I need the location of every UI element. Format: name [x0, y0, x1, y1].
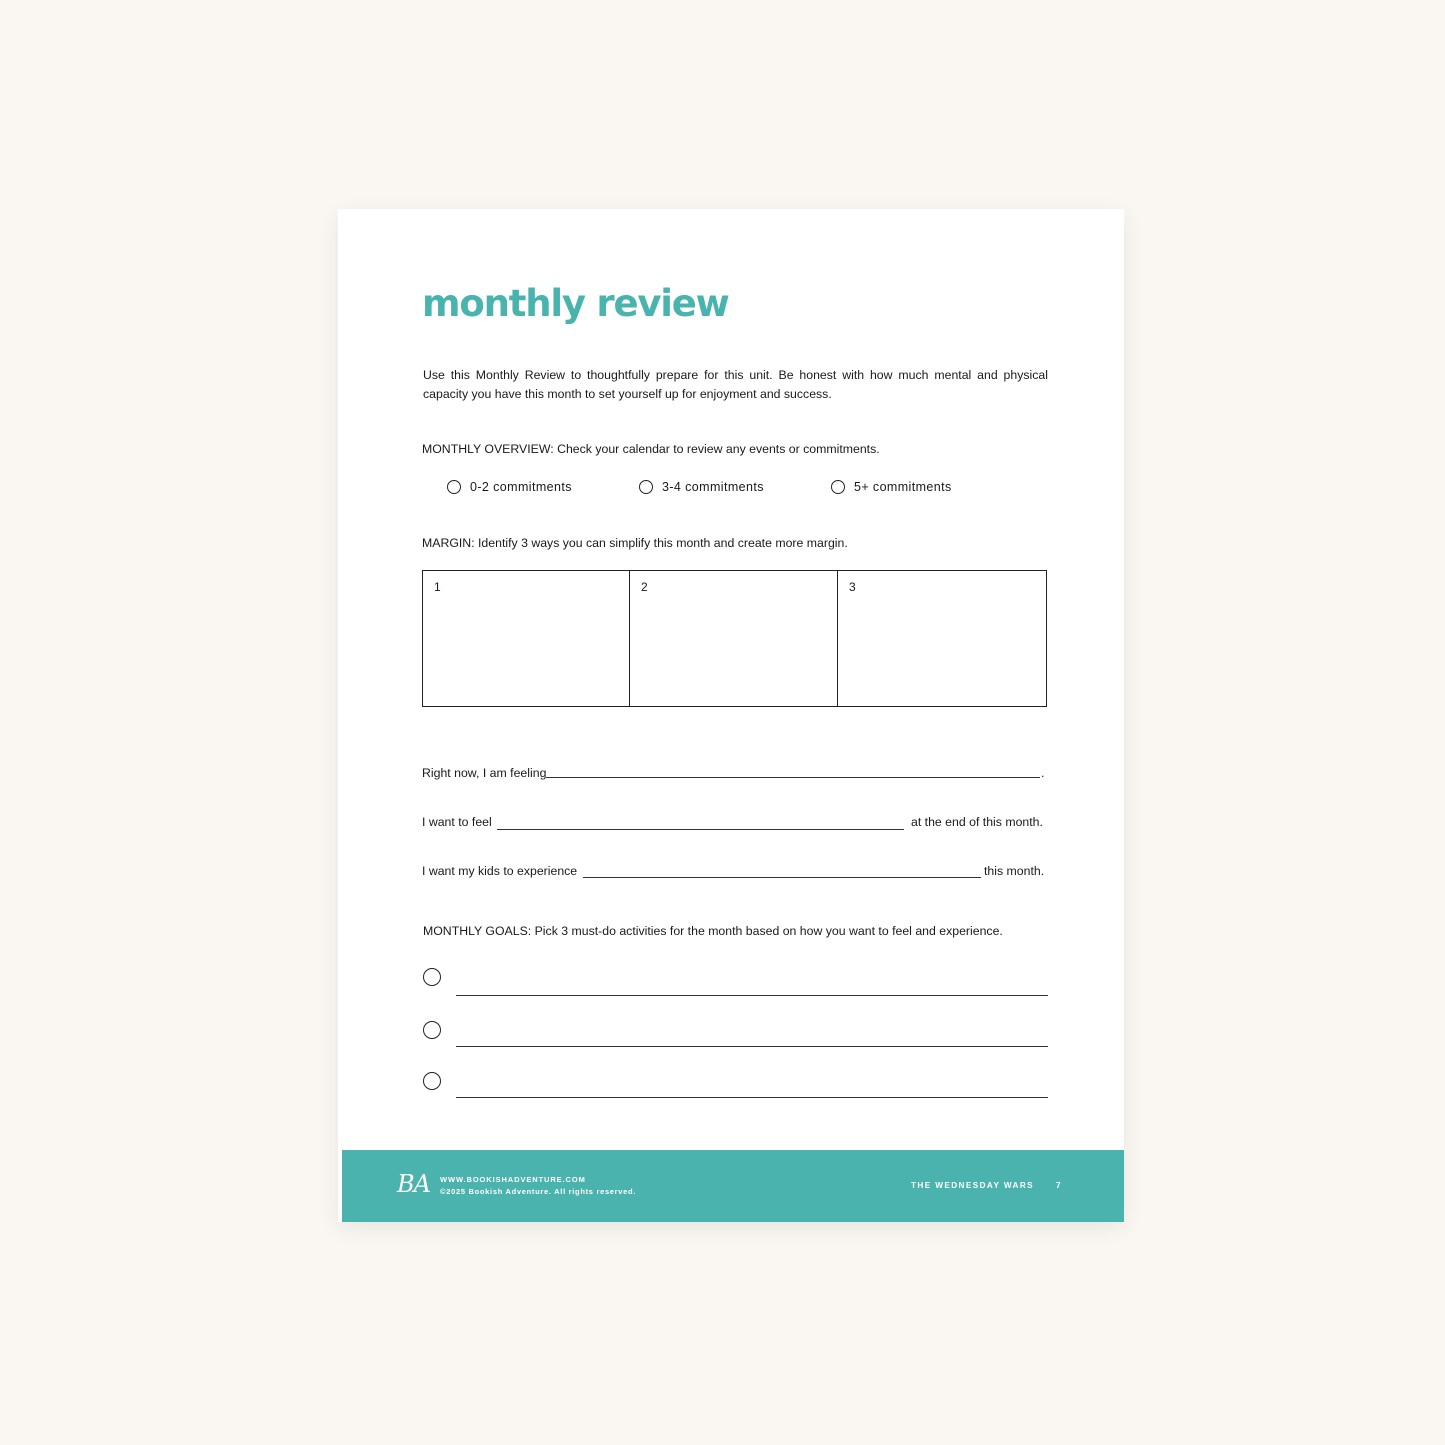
- kids-experience-label: I want my kids to experience: [422, 864, 578, 878]
- option-0-2-commitments[interactable]: [447, 480, 572, 494]
- margin-box-number: 2: [641, 580, 648, 594]
- goal-checkbox-2[interactable]: [423, 1021, 441, 1039]
- margin-box-3[interactable]: [838, 571, 1046, 706]
- radio-circle-icon[interactable]: [831, 480, 845, 494]
- page-footer: [342, 1150, 1124, 1222]
- option-label: 3-4 commitments: [662, 480, 764, 494]
- footer-page-number: 7: [1056, 1181, 1061, 1190]
- footer-website: WWW.BOOKISHADVENTURE.COM: [440, 1175, 586, 1184]
- margin-box-number: 1: [434, 580, 441, 594]
- worksheet-page: [338, 209, 1124, 1222]
- radio-circle-icon[interactable]: [447, 480, 461, 494]
- kids-experience-line[interactable]: [583, 877, 981, 878]
- feeling-now-line[interactable]: [546, 777, 1040, 778]
- margin-box-1[interactable]: [423, 571, 630, 706]
- goal-line-3[interactable]: [456, 1097, 1048, 1098]
- radio-circle-icon[interactable]: [639, 480, 653, 494]
- option-3-4-commitments[interactable]: [639, 480, 764, 494]
- goal-line-1[interactable]: [456, 995, 1048, 996]
- margin-boxes: [422, 570, 1047, 707]
- intro-paragraph: Use this Monthly Review to thoughtfully prepare for this unit. Be honest with how much mental and physical capacity you have this month to set yourself up for enjoyment and success.: [423, 368, 1048, 401]
- monthly-overview-label: MONTHLY OVERVIEW: Check your calendar to review any events or commitments.: [422, 442, 880, 456]
- footer-copyright: ©2025 Bookish Adventure. All rights reserved.: [440, 1187, 637, 1196]
- commitments-options: [447, 480, 1007, 500]
- goal-checkbox-3[interactable]: [423, 1072, 441, 1090]
- goal-line-2[interactable]: [456, 1046, 1048, 1047]
- margin-box-2[interactable]: [630, 571, 838, 706]
- want-to-feel-suffix: at the end of this month.: [911, 815, 1043, 829]
- want-to-feel-line[interactable]: [497, 829, 904, 830]
- margin-box-number: 3: [849, 580, 856, 594]
- want-to-feel-label: I want to feel: [422, 815, 492, 829]
- monthly-goals-label: MONTHLY GOALS: Pick 3 must-do activities for the month based on how you want to feel and experience.: [423, 924, 1003, 938]
- feeling-now-period: .: [1041, 766, 1045, 780]
- margin-label: MARGIN: Identify 3 ways you can simplify this month and create more margin.: [422, 536, 848, 550]
- goal-checkbox-1[interactable]: [423, 968, 441, 986]
- brand-logo: BA: [397, 1170, 430, 1198]
- footer-book-title: THE WEDNESDAY WARS: [911, 1181, 1035, 1190]
- feeling-now-label: Right now, I am feeling: [422, 766, 547, 780]
- option-label: 0-2 commitments: [470, 480, 572, 494]
- page-title: monthly review: [422, 282, 729, 325]
- kids-experience-suffix: this month.: [984, 864, 1045, 878]
- option-5-plus-commitments[interactable]: [831, 480, 952, 494]
- option-label: 5+ commitments: [854, 480, 952, 494]
